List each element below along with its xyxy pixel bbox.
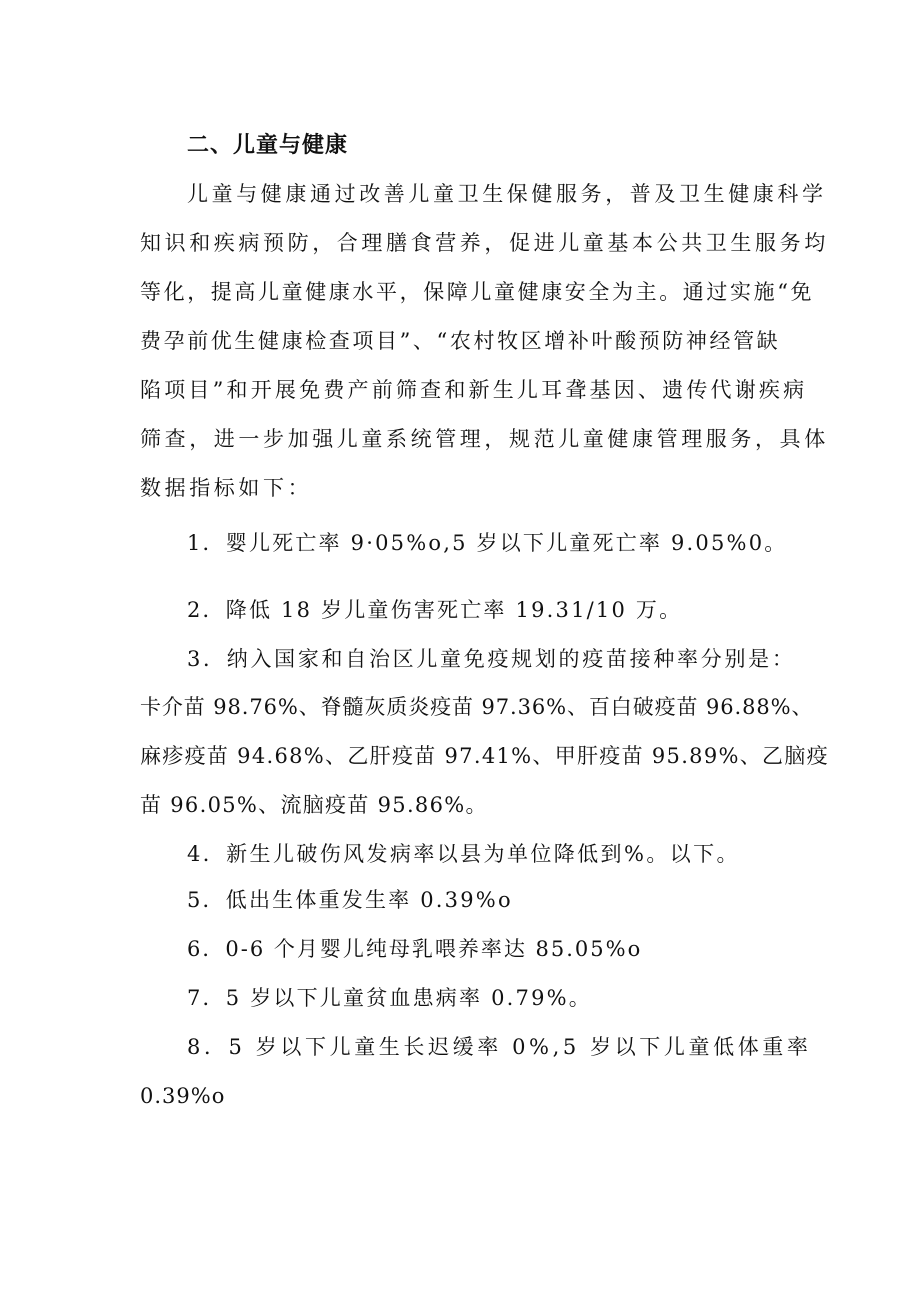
list-item: 8．5 岁以下儿童生长迟缓率 0%,5 岁以下儿童低体重率 xyxy=(187,1035,812,1059)
list-item: 4．新生儿破伤风发病率以县为单位降低到%。以下。 xyxy=(187,842,740,866)
intro-line: 等化，提高儿童健康水平，保障儿童健康安全为主。通过实施“免 xyxy=(140,280,815,304)
list-item: 6．0-6 个月婴儿纯母乳喂养率达 85.05%o xyxy=(187,937,643,961)
list-item: 7．5 岁以下儿童贫血患病率 0.79%。 xyxy=(187,986,592,1010)
list-item-continuation: 苗 96.05%、流脑疫苗 95.86%。 xyxy=(140,793,488,817)
intro-line: 费孕前优生健康检查项目”、“农村牧区增补叶酸预防神经管缺 xyxy=(140,329,781,353)
section-heading: 二、儿童与健康 xyxy=(187,133,349,158)
list-item-continuation: 卡介苗 98.76%、脊髓灰质炎疫苗 97.36%、百白破疫苗 96.88%、 xyxy=(140,695,814,719)
intro-line: 数据指标如下： xyxy=(140,476,313,500)
intro-line: 儿童与健康通过改善儿童卫生保健服务，普及卫生健康科学 xyxy=(187,182,827,206)
intro-line: 筛查，进一步加强儿童系统管理，规范儿童健康管理服务，具体 xyxy=(140,427,829,451)
list-item: 2．降低 18 岁儿童伤害死亡率 19.31/10 万。 xyxy=(187,598,683,622)
list-item-continuation: 0.39%o xyxy=(140,1084,226,1108)
list-item: 3．纳入国家和自治区儿童免疫规划的疫苗接种率分别是： xyxy=(187,647,796,671)
list-item: 5．低出生体重发生率 0.39%o xyxy=(187,888,513,912)
intro-line: 知识和疾病预防，合理膳食营养，促进儿童基本公共卫生服务均 xyxy=(140,231,829,255)
list-item: 1．婴儿死亡率 9·05%o,5 岁以下儿童死亡率 9.05%0。 xyxy=(187,531,788,555)
intro-line: 陷项目”和开展免费产前筛查和新生儿耳聋基因、遗传代谢疾病 xyxy=(140,378,808,402)
list-item-continuation: 麻疹疫苗 94.68%、乙肝疫苗 97.41%、甲肝疫苗 95.89%、乙脑疫 xyxy=(140,744,829,768)
